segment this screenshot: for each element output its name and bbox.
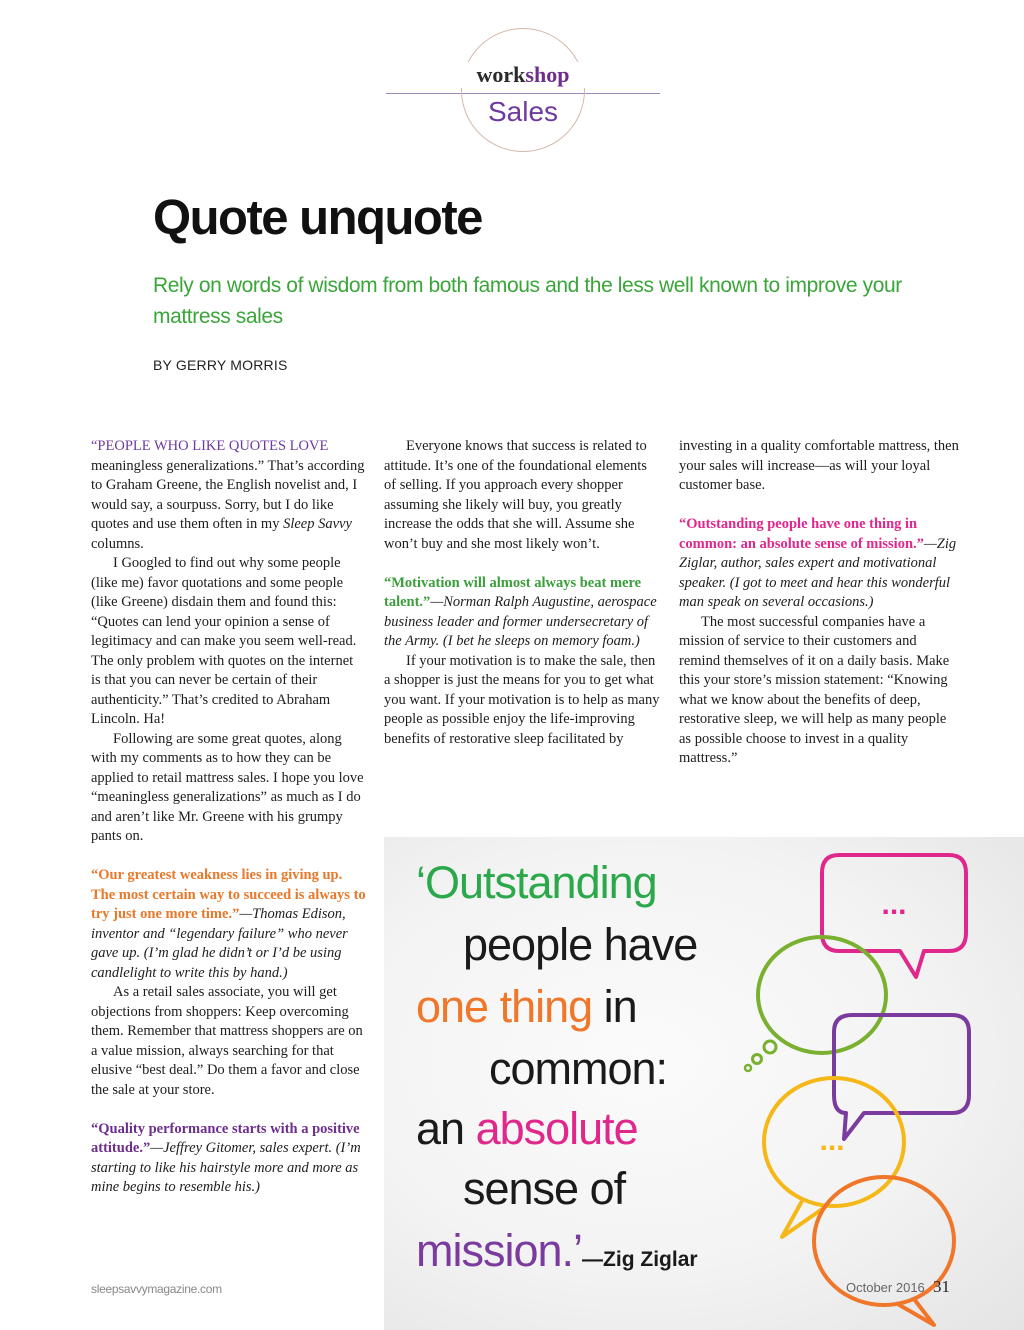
quote-attribution: —Thomas Edison, inventor and “legendary failure” who never gave up. (I’m glad he didn’t or I’d be using candlelight to write this by hand.) [91,906,348,981]
section-name: Sales [487,96,559,127]
paragraph [91,437,366,554]
paragraph: Everyone knows that success is related to attitude. It’s one of the foundational elements of selling. If you approach every shopper assuming she likely will buy, you greatly increase the odds that she will. Assume she won’t buy and she most likely won’t. [384,438,647,552]
column-3 [679,437,959,769]
pull-quote-line: sense of [463,1163,626,1214]
pink-ellipsis: ... [881,888,907,921]
page-number: 31 [933,1277,950,1296]
quote-text: “Quality performance starts with a positive attitude.” [91,1120,360,1156]
quote-text: “Our greatest weakness lies in giving up. The most certain way to succeed is always to try just one more time.” [91,867,366,922]
pull-quote-text: in [592,981,637,1032]
workshop-label [461,62,585,88]
paragraph: If your motivation is to make the sale, then a shopper is just the means for you to get what you want. If your motivation is to help as many people as possible enjoy the life-improving benefits of restorative sleep facilitated by [384,652,660,747]
pull-quote-highlight: one thing [416,981,593,1032]
quote-text: “Outstanding people have one thing in common: an absolute sense of mission.” [679,516,924,552]
text: meaningless generalizations.” That’s according to Graham Greene, the English novelist and, I would say, a sourpuss. Sorry, but I do like quotes and use them often in my [91,457,365,532]
pull-quote-highlight: mission.’ [416,1225,583,1276]
footer-website: sleepsavvymagazine.com [91,1282,222,1296]
quote-attribution: —Zig Ziglar, author, sales expert and motivational speaker. (I got to meet and hear this wonderful man speak on several occasions.) [679,535,957,610]
pull-quote-author: —Zig Ziglar [582,1248,698,1271]
quote-block [679,515,959,613]
quote-attribution: —Norman Ralph Augustine, aerospace business leader and former undersecretary of the Army. (I bet he sleeps on memory foam.) [384,594,657,649]
article-title: Quote unquote [153,191,482,245]
yellow-ellipsis: ... [819,1124,845,1157]
pull-quote-highlight: absolute [475,1103,638,1154]
text: columns. [91,535,144,552]
paragraph: The most successful companies have a mission of service to their customers and remind themselves of it on a daily basis. Make this your store’s mission statement: “Knowing what we know about the benefits of deep, restorative sleep, we will help as many people as possible choose to invest in a quality mattress.” [679,613,950,766]
workshop-part-a: work [476,62,526,87]
quote-attribution: —Jeffrey Gitomer, sales expert. (I’m starting to like his hairstyle more and more as mine begins to resemble his.) [91,1140,361,1195]
workshop-part-b: shop [525,62,570,87]
quote-block [384,574,660,652]
pull-quote-line [416,1105,638,1153]
quote-block [91,866,366,983]
pull-quote-illustration [384,837,1024,1330]
section-badge [461,28,585,152]
pull-quote-line: ‘Outstanding [416,857,657,908]
paragraph: Following are some great quotes, along with my comments as to how they can be applied to retail mattress sales. I hope you love “meaningless generalizations” as much as I do and aren’t like Mr. Greene with his grumpy pants on. [91,730,364,844]
pull-quote-line [416,1227,698,1284]
article-subtitle: Rely on words of wisdom from both famous and the less well known to improve your mattress sales [153,274,902,328]
green-thought-bubble-icon [758,937,886,1053]
quote-block [91,1120,366,1198]
publication-name: Sleep Savvy [283,516,352,532]
pull-quote-line [416,983,637,1031]
paragraph: I Googled to find out why some people (like me) favor quotations and some people (like Greene) disdain them and found this: “Quotes can lend your opinion a sense of legitimacy and can make you seem well-read. The only problem with quotes on the internet is that you can never be certain of their authenticity.” That’s credited to Abraham Lincoln. Ha! [91,555,357,727]
pull-quote-line: common: [489,1043,668,1094]
column-2 [384,437,660,749]
paragraph: As a retail sales associate, you will get objections from shoppers: Keep overcoming them. Remember that mattress shoppers are on a value mission, always searching for that elusive “best deal.” Do them a favor and close the sale at your store. [91,984,363,1098]
quote-text: “Motivation will almost always beat mere talent.” [384,574,642,610]
pull-quote-text: an [416,1103,476,1154]
byline: BY GERRY MORRIS [153,357,288,373]
column-1 [91,437,366,1198]
pull-quote-line: people have [463,919,698,970]
footer-issue-date: October 2016 [846,1280,925,1295]
paragraph: investing in a quality comfortable mattress, then your sales will increase—as will your loyal customer base. [679,438,959,493]
lead-in: “PEOPLE WHO LIKE QUOTES LOVE [91,438,329,454]
